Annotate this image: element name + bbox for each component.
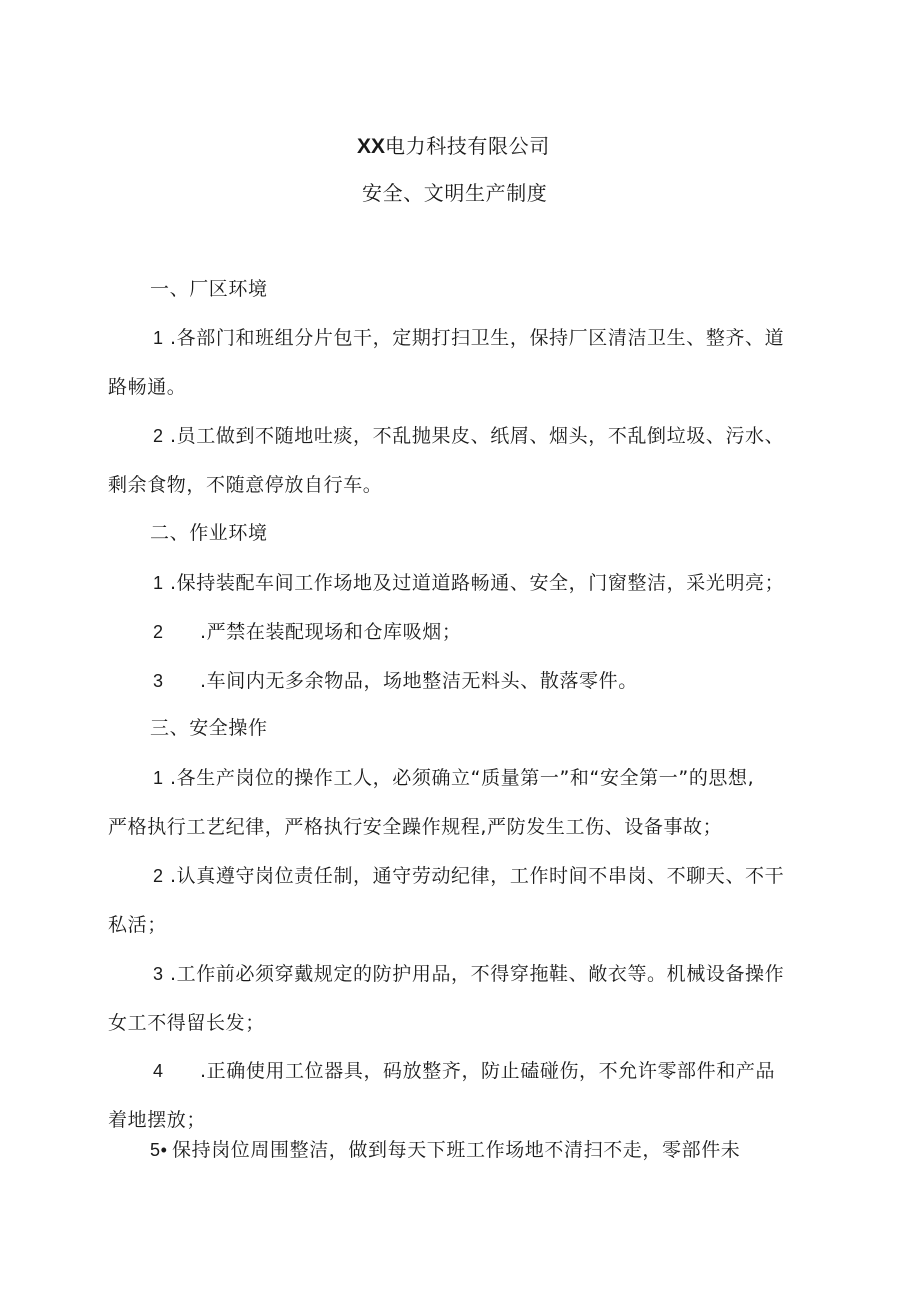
item-text: .车间内无多余物品，场地整洁无料头、散落零件。: [200, 670, 638, 692]
item-text-continued: 女工不得留长发；: [108, 1012, 265, 1034]
company-prefix: XX: [357, 135, 386, 158]
item-text-continued: 严格执行工艺纪律，严格执行安全躁作规程,严防发生工伤、设备事故；: [108, 816, 723, 838]
item-number: 5•: [150, 1140, 168, 1160]
item-number: 3: [153, 964, 164, 984]
company-name: 电力科技有限公司: [385, 134, 550, 158]
item-text-continued: 私活；: [108, 914, 167, 936]
item-text: .认真遵守岗位责任制，通守劳动纪律，工作时间不串岗、不聊天、不干: [170, 865, 785, 887]
item-number: 3: [153, 671, 164, 691]
item-text: .工作前必须穿戴规定的防护用品，不得穿拖鞋、敞衣等。机械设备操作: [170, 963, 785, 985]
item-number: 2: [153, 426, 164, 446]
item-text: .正确使用工位器具，码放整齐，防止磕碰伤，不允许零部件和产品: [200, 1060, 776, 1082]
item-number: 1: [153, 328, 164, 348]
item-number: 2: [153, 622, 164, 642]
item-text-continued: 着地摆放；: [108, 1109, 207, 1131]
item-number: 4: [153, 1061, 164, 1081]
section-heading: 一、厂区环境: [150, 278, 268, 300]
item-text-continued: 剩余食物，不随意停放自行车。: [108, 474, 383, 496]
item-text: .员工做到不随地吐痰，不乱抛果皮、纸屑、烟头，不乱倒垃圾、污水、: [170, 425, 785, 447]
item-number: 1: [153, 768, 164, 788]
item-text-continued: 路畅通。: [108, 376, 187, 398]
section-heading: 二、作业环境: [150, 522, 268, 544]
item-text: .保持装配车间工作场地及过道道路畅通、安全，门窗整洁，采光明亮；: [170, 572, 785, 594]
item-number: 1: [153, 573, 164, 593]
item-number: 2: [153, 866, 164, 886]
document-title: 安全、文明生产制度: [362, 181, 548, 205]
item-text: .各生产岗位的操作工人，必须确立“质量第一”和“安全第一”的思想,: [170, 767, 755, 789]
section-heading: 三、安全操作: [150, 717, 268, 739]
company-title: [357, 134, 550, 159]
item-text: 保持岗位周围整洁，做到每天下班工作场地不清扫不走，零部件未: [172, 1139, 741, 1161]
item-text: .严禁在装配现场和仓库吸烟；: [200, 621, 462, 643]
item-text: .各部门和班组分片包干，定期打扫卫生，保持厂区清洁卫生、整齐、道: [170, 327, 785, 349]
